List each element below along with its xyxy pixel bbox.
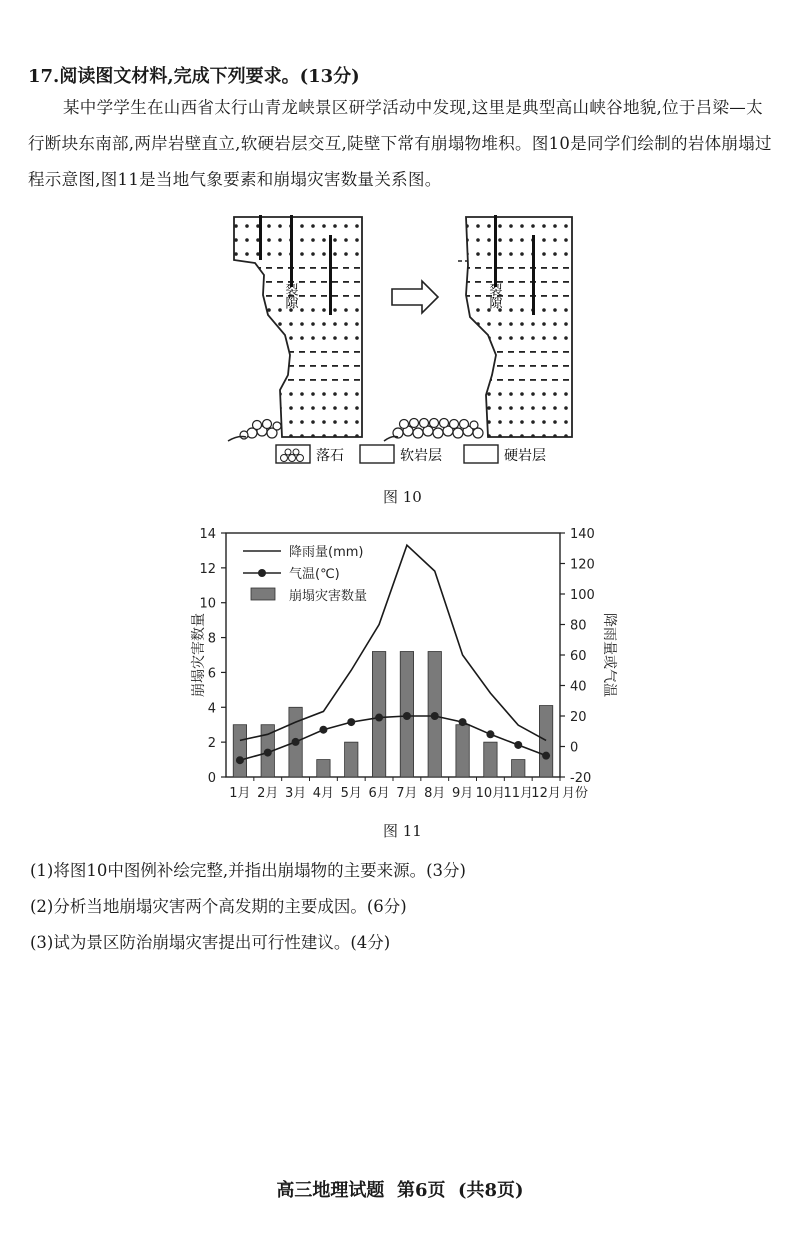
temperature-point — [459, 718, 467, 726]
temperature-point — [319, 726, 327, 734]
right-tick-label: 0 — [570, 740, 579, 756]
legend-temperature-marker — [258, 569, 266, 577]
right-tick-label: 80 — [570, 618, 587, 634]
collapse-bar — [317, 760, 330, 777]
temperature-point — [347, 718, 355, 726]
temperature-point — [292, 738, 300, 746]
right-tick-label: -20 — [570, 771, 592, 786]
page-footer: 高三地理试题 第6页 (共8页) — [276, 1180, 524, 1201]
legend-bar-label: 崩塌灾害数量 — [289, 589, 368, 604]
temperature-point — [403, 712, 411, 720]
right-tick-label: 20 — [570, 710, 587, 725]
temperature-point — [236, 756, 244, 764]
crack-label-left: 裂隙 — [282, 283, 298, 309]
figure-11-caption: 图 11 — [383, 822, 422, 840]
x-tick-label: 9月 — [451, 786, 474, 801]
collapse-bar — [233, 725, 246, 777]
right-tick-label: 100 — [570, 588, 595, 603]
temperature-point — [514, 741, 522, 749]
crack-label-right: 裂隙 — [486, 283, 502, 309]
right-tick-label: 140 — [570, 527, 595, 542]
left-tick-label: 0 — [207, 771, 216, 786]
subquestion-3: (3)试为景区防治崩塌灾害提出可行性建议。(4分) — [30, 933, 391, 952]
x-tick-label: 12月 — [531, 786, 561, 801]
legend-rainfall-label: 降雨量(mm) — [289, 545, 364, 560]
temperature-point — [264, 749, 272, 757]
left-tick-label: 10 — [199, 596, 216, 612]
question-title: 17.阅读图文材料,完成下列要求。(13分) — [28, 66, 360, 87]
right-tick-label: 120 — [570, 557, 595, 573]
collapse-bar — [512, 760, 525, 777]
x-tick-label: 11月 — [503, 786, 534, 801]
x-axis-title: 月份 — [562, 786, 589, 801]
legend-hard-rock: 硬岩层 — [504, 448, 546, 464]
x-tick-label: 2月 — [257, 786, 279, 801]
figure-11-chart — [0, 515, 800, 805]
legend-rockfall: 落石 — [316, 448, 344, 464]
left-tick-label: 12 — [199, 561, 216, 577]
temperature-line — [240, 716, 546, 760]
legend-soft-rock: 软岩层 — [400, 448, 442, 464]
left-tick-label: 14 — [199, 527, 216, 542]
rubble-left — [240, 420, 281, 440]
collapse-bar — [456, 725, 469, 777]
x-tick-label: 5月 — [340, 786, 362, 801]
subquestion-1: (1)将图10中图例补绘完整,并指出崩塌物的主要来源。(3分) — [30, 861, 466, 880]
x-tick-label: 3月 — [284, 786, 307, 801]
left-tick-label: 6 — [207, 666, 216, 682]
left-tick-label: 4 — [207, 701, 216, 717]
legend-bar-swatch — [251, 588, 275, 600]
collapse-bar — [345, 742, 358, 777]
x-tick-label: 7月 — [396, 786, 418, 801]
left-tick-label: 8 — [207, 631, 216, 647]
figure-10-caption: 图 10 — [383, 488, 422, 506]
x-tick-label: 1月 — [229, 786, 251, 801]
rubble-right — [393, 419, 483, 439]
x-tick-label: 10月 — [475, 786, 506, 801]
legend-temperature-label: 气温(℃) — [289, 567, 340, 582]
process-arrow — [392, 281, 438, 313]
collapse-bar — [539, 706, 552, 777]
rock-block-after — [384, 215, 580, 441]
temperature-point — [542, 752, 550, 760]
temperature-point — [375, 714, 383, 722]
rock-block-before — [228, 215, 370, 441]
right-tick-label: 40 — [570, 679, 587, 695]
rainfall-line — [240, 545, 546, 740]
collapse-bar — [484, 742, 497, 777]
right-axis-title: 降雨量或气温 — [601, 613, 617, 697]
figure-10-legend — [276, 445, 546, 464]
temperature-point — [431, 712, 439, 720]
x-tick-label: 8月 — [424, 786, 446, 801]
x-tick-label: 6月 — [368, 786, 390, 801]
question-material: 某中学学生在山西省太行山青龙峡景区研学活动中发现,这里是典型高山峡谷地貌,位于吕梁—太行断块东南部,两岸岩壁直立,软硬岩层交互,陡壁下常有崩塌物堆积。图10是同学们绘制的岩体崩塌过程示意图,图11是当地气象要素和崩塌灾害数量关系图。 — [28, 98, 772, 189]
left-tick-label: 2 — [207, 736, 216, 752]
plot-frame — [226, 533, 560, 777]
left-axis-title: 崩塌灾害数量 — [191, 613, 207, 697]
figure-10-diagram — [0, 205, 800, 475]
temperature-point — [486, 730, 494, 738]
x-tick-label: 4月 — [312, 786, 335, 801]
right-tick-label: 60 — [570, 649, 587, 664]
subquestion-2: (2)分析当地崩塌灾害两个高发期的主要成因。(6分) — [30, 897, 407, 916]
